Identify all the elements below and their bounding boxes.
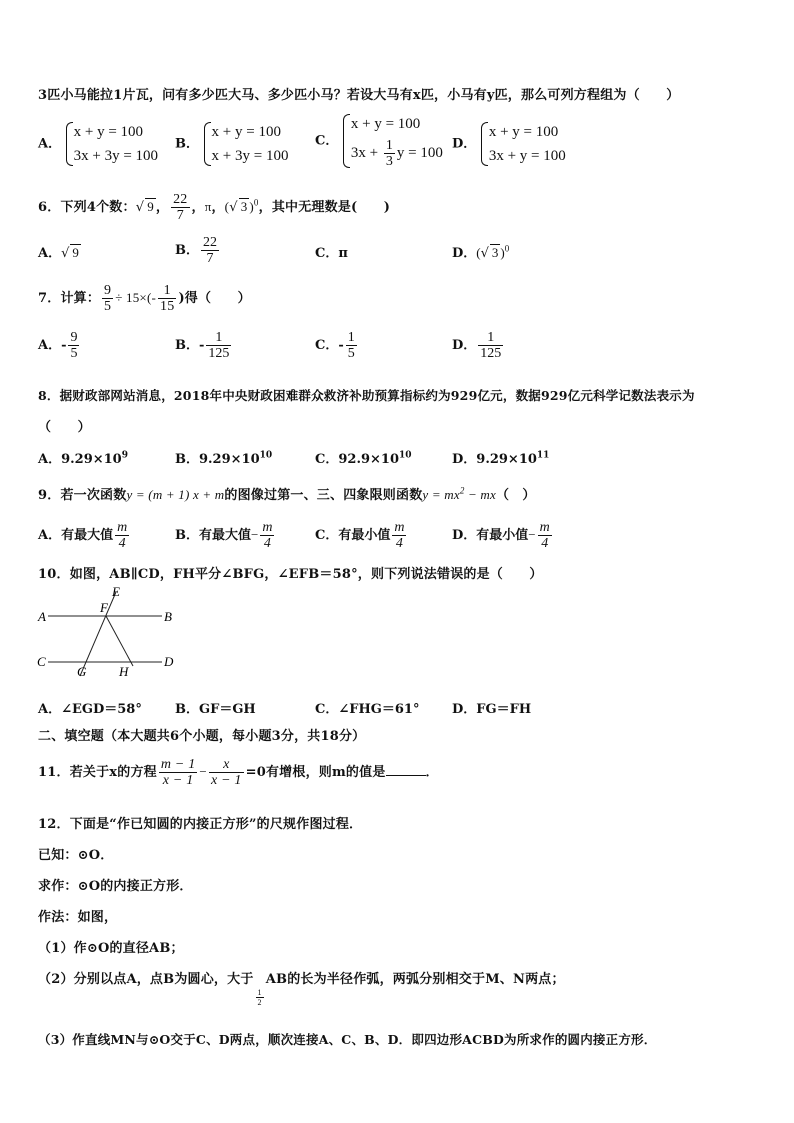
denominator: 5	[104, 299, 112, 314]
q7-option-c	[315, 330, 359, 361]
equation-system	[66, 120, 158, 168]
q9-stem-start: 9．若一次函数	[38, 488, 127, 503]
radicand: 9	[147, 199, 154, 214]
sign: −	[251, 527, 259, 542]
q6-stem	[38, 192, 390, 223]
equation-part: y = 100	[396, 145, 443, 161]
q10-option-b: B．GF＝GH	[175, 702, 256, 717]
fraction	[68, 330, 79, 361]
label-f: F	[100, 600, 108, 615]
sqrt-icon: √	[229, 200, 238, 215]
q12-line-6-end: AB的长为半径作弧，两弧分别相交于M、N两点；	[265, 972, 565, 987]
option-label: B．	[175, 136, 199, 152]
pi-symbol: π	[204, 199, 212, 214]
q12-line-4: 作法：如图，	[38, 910, 118, 925]
numerator: 1	[206, 330, 231, 346]
equation-1: x + y = 100	[488, 124, 559, 140]
option-label: B．-	[175, 338, 205, 353]
denominator: 7	[176, 208, 184, 223]
numerator: 22	[173, 192, 188, 207]
q10-figure	[30, 584, 190, 684]
q11-stem-start: 11．若关于x的方程	[38, 765, 157, 780]
fraction	[209, 757, 244, 788]
q8-option-a	[38, 448, 128, 467]
sqrt-icon: √	[480, 246, 489, 261]
q8-option-b	[175, 448, 272, 467]
q10-option-c: C．∠FHG＝61°	[315, 702, 420, 717]
numerator: 1	[478, 330, 503, 346]
operator: ÷ 15×(-	[115, 290, 157, 305]
label-e: E	[112, 584, 120, 599]
denominator: 5	[70, 346, 78, 361]
numerator: m	[394, 520, 405, 535]
denominator: 7	[206, 251, 214, 266]
q10-stem: 10．如图，AB∥CD，FH平分∠BFG，∠EFB＝58°，则下列说法错误的是（ ）	[38, 567, 543, 582]
label-h: H	[119, 664, 129, 679]
exponent: 11	[536, 450, 550, 461]
numerator: 1	[347, 330, 355, 345]
denominator: 3	[385, 154, 393, 170]
line-fh	[106, 616, 133, 666]
q6-stem-start: 6．下列4个数：	[38, 200, 136, 215]
numerator: m	[117, 520, 128, 535]
q11-stem	[38, 757, 439, 788]
q5-option-a	[38, 120, 158, 168]
equation-1: x + y = 100	[211, 124, 281, 140]
option-label: B．9.29×10	[175, 452, 260, 467]
label-d: D	[164, 654, 174, 669]
q12-line-1: 12．下面是“作已知圆的内接正方形”的尺规作图过程．	[38, 817, 363, 832]
label-a: A	[38, 609, 46, 624]
q10-option-a: A．∠EGD＝58°	[38, 702, 142, 717]
fraction	[392, 520, 406, 551]
equation-1: x + y = 100	[350, 116, 421, 132]
radicand: 9	[72, 245, 79, 260]
function-part: y = mx	[422, 487, 460, 502]
option-label: D．9.29×10	[452, 452, 537, 467]
q8-option-d	[452, 448, 549, 467]
q5-stem: 3匹小马能拉1片瓦，问有多少匹大马、多少匹小马？若设大马有x匹，小马有y匹，那么可列方程组为（ ）	[38, 88, 680, 103]
q7-option-d	[452, 330, 505, 361]
separator: ，	[155, 200, 170, 215]
option-label: B．	[175, 243, 199, 258]
q6-stem-end: ，其中无理数是( )	[258, 200, 391, 215]
q5-option-b	[175, 120, 288, 168]
section-heading: 二、填空题（本大题共6个小题，每小题3分，共18分）	[38, 729, 366, 744]
fraction	[538, 520, 552, 551]
q7-option-a	[38, 330, 81, 361]
numerator: x	[209, 757, 244, 773]
separator: ，	[211, 200, 225, 215]
sqrt-icon: √	[135, 200, 145, 215]
radicand: 3	[491, 245, 499, 260]
equation-1: x + y = 100	[73, 124, 144, 140]
option-label: A．有最大值	[38, 528, 114, 543]
q6-option-a	[38, 242, 81, 261]
fraction	[260, 520, 274, 551]
equation-part: 3x +	[350, 145, 382, 161]
q7-option-b	[175, 330, 233, 361]
operator: −	[199, 764, 207, 779]
denominator: x − 1	[210, 773, 242, 788]
q7-stem	[38, 283, 251, 314]
fraction	[206, 330, 231, 361]
power-expression: (√ 3 )$^0$	[224, 197, 259, 215]
denominator: 4	[118, 536, 126, 551]
label-c: C	[37, 654, 46, 669]
answer-blank[interactable]	[386, 775, 426, 776]
denominator: 125	[208, 346, 230, 361]
q6-option-b	[175, 235, 221, 266]
q5-option-d	[452, 120, 566, 168]
function-2: $y = mx^2$ − mx	[422, 485, 496, 502]
option-label: C．-	[315, 338, 344, 353]
q12-line-2: 已知：⊙O．	[38, 848, 114, 863]
option-label: B．有最大值	[175, 528, 251, 543]
equation-system	[481, 120, 566, 168]
q10-option-d: D．FG＝FH	[452, 702, 532, 717]
denominator: 4	[395, 536, 403, 551]
power-expression: (√ 3 )$^0$	[476, 243, 510, 261]
numerator: 1	[257, 988, 262, 997]
equation-2: x + 3y = 100	[211, 148, 289, 164]
q9-option-b	[175, 520, 276, 551]
sqrt-icon: √	[61, 246, 70, 261]
exponent: 9	[121, 450, 128, 461]
exponent: 10	[259, 450, 273, 461]
q6-option-c: C．π	[315, 246, 348, 261]
q12-line-5: （1）作⊙O的直径AB；	[38, 941, 184, 956]
sign: −	[528, 527, 536, 542]
fraction	[478, 330, 503, 361]
option-label: C．有最小值	[315, 528, 391, 543]
denominator: 4	[541, 536, 549, 551]
q9-option-a	[38, 520, 131, 551]
q11-stem-middle: =0有增根，则m的值是	[245, 765, 386, 780]
q9-option-d	[452, 520, 554, 551]
numerator: m	[262, 520, 273, 535]
option-label: A．	[38, 246, 62, 261]
q11-stem-end: ．	[425, 765, 439, 780]
fraction	[115, 520, 129, 551]
option-label: C．	[315, 133, 339, 149]
fraction	[171, 192, 189, 223]
q7-stem-start: 7．计算：	[38, 291, 101, 306]
fraction	[201, 235, 219, 266]
q8-paren: （ ）	[38, 420, 91, 435]
denominator: 5	[347, 346, 355, 361]
function-1: y = (m + 1) x + m	[126, 487, 225, 502]
option-label: D．	[452, 136, 477, 152]
q8-option-c	[315, 448, 412, 467]
option-label: D．	[452, 338, 477, 353]
equation-2	[351, 136, 443, 170]
numerator: 1	[385, 138, 393, 154]
label-g: G	[77, 664, 87, 679]
equation-2: 3x + 3y = 100	[73, 148, 159, 164]
fraction	[159, 757, 198, 788]
fraction-half	[256, 988, 264, 1007]
denominator: 2	[257, 998, 262, 1007]
option-label: D．有最小值	[452, 528, 529, 543]
separator: ，	[191, 200, 205, 215]
denominator: 4	[263, 536, 271, 551]
q5-option-c	[315, 112, 443, 170]
denominator: x − 1	[162, 773, 194, 788]
numerator: 22	[203, 235, 217, 250]
denominator: 15	[160, 299, 175, 314]
denominator: 125	[480, 346, 502, 361]
equation-system	[204, 120, 289, 168]
numerator: 1	[158, 283, 176, 299]
fraction	[102, 283, 113, 314]
equation-system	[343, 112, 443, 170]
numerator: 9	[70, 330, 78, 345]
q8-stem: 8．据财政部网站消息，2018年中央财政困难群众救济补助预算指标约为929亿元，数据929亿元科学记数法表示为	[38, 388, 695, 403]
fraction	[158, 283, 176, 314]
option-label: C．92.9×10	[315, 452, 399, 467]
q9-stem-end: （ ）	[495, 488, 536, 503]
q12-line-7: （3）作直线MN与⊙O交于C、D两点，顺次连接A、C、B、D．即四边形ACBD为所求作的圆内接正方形．	[38, 1032, 657, 1047]
option-label: D．	[452, 246, 477, 261]
q12-line-6	[38, 968, 565, 1007]
q12-line-6-start: （2）分别以点A，点B为圆心，大于	[38, 972, 254, 987]
q9-option-c	[315, 520, 408, 551]
fraction	[384, 138, 395, 169]
numerator: 9	[104, 283, 112, 298]
q7-stem-end: )得（ ）	[178, 291, 251, 306]
q9-stem	[38, 484, 536, 503]
equation-2: 3x + y = 100	[488, 148, 566, 164]
option-label: A．	[38, 136, 62, 152]
numerator: m − 1	[160, 757, 196, 772]
option-label: A．9.29×10	[38, 452, 122, 467]
numerator: m	[539, 520, 550, 535]
q6-option-d	[452, 242, 509, 261]
exponent: 10	[399, 450, 412, 461]
q9-stem-middle: 的图像过第一、三、四象限则函数	[224, 488, 423, 503]
label-b: B	[164, 609, 172, 624]
function-part: − mx	[464, 487, 496, 502]
fraction	[346, 330, 357, 361]
option-label: A．-	[38, 338, 67, 353]
radicand: 3	[240, 199, 248, 214]
q12-line-3: 求作：⊙O的内接正方形．	[38, 879, 193, 894]
